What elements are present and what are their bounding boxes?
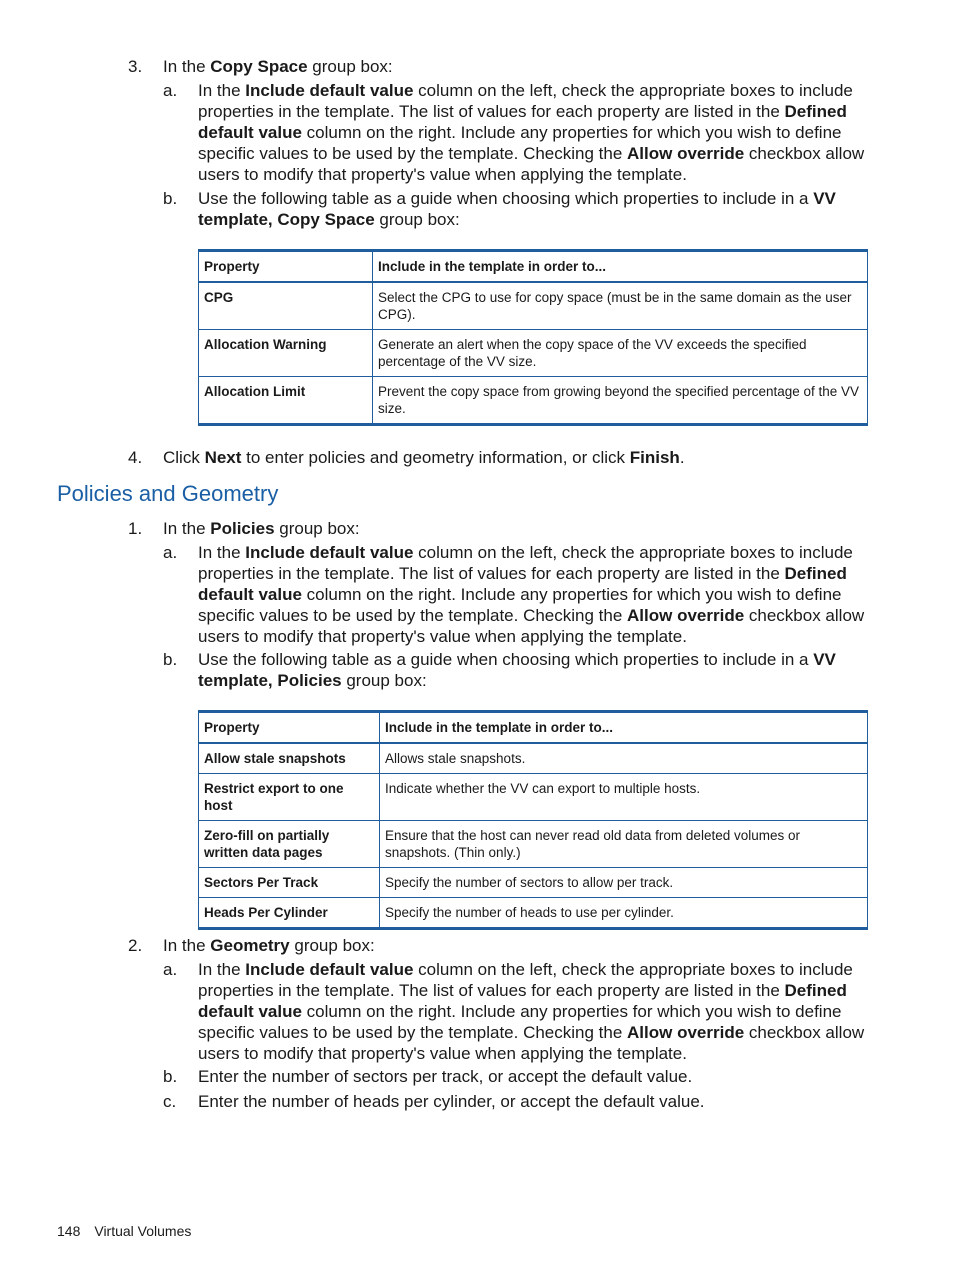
- table-cell-property: Allow stale snapshots: [199, 743, 380, 774]
- substep-letter: b.: [163, 650, 178, 669]
- table-row: [199, 898, 868, 929]
- step-number: 4.: [128, 448, 143, 467]
- table-header: Include in the template in order to...: [373, 251, 868, 283]
- table-header-row: [199, 251, 868, 283]
- substep-text: Enter the number of heads per cylinder, or accept the default value.: [198, 1092, 705, 1111]
- substep-letter: b.: [163, 1067, 178, 1086]
- substep-letter: b.: [163, 189, 178, 208]
- step-text: In the Copy Space group box:: [163, 57, 393, 76]
- substep-text: Use the following table as a guide when choosing which properties to include in a VV template, Copy Space group box:: [198, 189, 836, 229]
- step-text: Click Next to enter policies and geometry information, or click Finish.: [163, 448, 685, 467]
- table-cell-description: Specify the number of sectors to allow per track.: [380, 868, 868, 898]
- table-row: [199, 868, 868, 898]
- substep-text: In the Include default value column on the left, check the appropriate boxes to include properties in the template. The list of values for each property are listed in the Defined default value column on the right. Include any properties for which you wish to define specific values to be used by the template. Checking the Allow override checkbox allow users to modify that property's value when applying the template.: [198, 960, 865, 1063]
- substep-text: Use the following table as a guide when choosing which properties to include in a VV template, Policies group box:: [198, 650, 836, 690]
- table-cell-description: Allows stale snapshots.: [380, 743, 868, 774]
- policies-table: [198, 710, 868, 930]
- section-title: Policies and Geometry: [57, 481, 279, 506]
- table-cell-property: Restrict export to one host: [199, 774, 380, 821]
- table-cell-property: CPG: [199, 282, 373, 330]
- table-cell-description: Generate an alert when the copy space of the VV exceeds the specified percentage of the VV size.: [373, 330, 868, 377]
- substep-text: In the Include default value column on the left, check the appropriate boxes to include properties in the template. The list of values for each property are listed in the Defined default value column on the right. Include any properties for which you wish to define specific values to be used by the template. Checking the Allow override checkbox allow users to modify that property's value when applying the template.: [198, 543, 865, 646]
- table-row: [199, 282, 868, 330]
- substep-text: Enter the number of sectors per track, or accept the default value.: [198, 1067, 693, 1086]
- table-row: [199, 821, 868, 868]
- step-number: 2.: [128, 936, 143, 955]
- table-header: Property: [199, 251, 373, 283]
- table-cell-description: Prevent the copy space from growing beyond the specified percentage of the VV size.: [373, 377, 868, 425]
- page-number: 148: [57, 1223, 81, 1239]
- table-cell-description: Indicate whether the VV can export to multiple hosts.: [380, 774, 868, 821]
- table-row: [199, 330, 868, 377]
- substep-letter: a.: [163, 960, 178, 979]
- step-number: 1.: [128, 519, 143, 538]
- table-row: [199, 743, 868, 774]
- page-footer: [57, 1223, 205, 1239]
- table-row: [199, 774, 868, 821]
- table-cell-description: Specify the number of heads to use per cylinder.: [380, 898, 868, 929]
- substep-letter: a.: [163, 81, 178, 100]
- table-cell-description: Ensure that the host can never read old data from deleted volumes or snapshots. (Thin only.): [380, 821, 868, 868]
- step-text: In the Geometry group box:: [163, 936, 375, 955]
- table-cell-property: Sectors Per Track: [199, 868, 380, 898]
- substep-text: In the Include default value column on the left, check the appropriate boxes to include properties in the template. The list of values for each property are listed in the Defined default value column on the right. Include any properties for which you wish to define specific values to be used by the template. Checking the Allow override checkbox allow users to modify that property's value when applying the template.: [198, 81, 865, 184]
- table-header: Include in the template in order to...: [380, 712, 868, 744]
- substep-letter: c.: [163, 1092, 177, 1111]
- step-text: In the Policies group box:: [163, 519, 360, 538]
- step-number: 3.: [128, 57, 143, 76]
- table-row: [199, 377, 868, 425]
- substep-letter: a.: [163, 543, 178, 562]
- table-cell-property: Zero-fill on partially written data pages: [199, 821, 380, 868]
- chapter-title: Virtual Volumes: [94, 1223, 192, 1239]
- table-cell-description: Select the CPG to use for copy space (must be in the same domain as the user CPG).: [373, 282, 868, 330]
- table-cell-property: Allocation Limit: [199, 377, 373, 425]
- copy-space-table: [198, 249, 868, 426]
- table-cell-property: Allocation Warning: [199, 330, 373, 377]
- table-cell-property: Heads Per Cylinder: [199, 898, 380, 929]
- table-header-row: [199, 712, 868, 744]
- table-header: Property: [199, 712, 380, 744]
